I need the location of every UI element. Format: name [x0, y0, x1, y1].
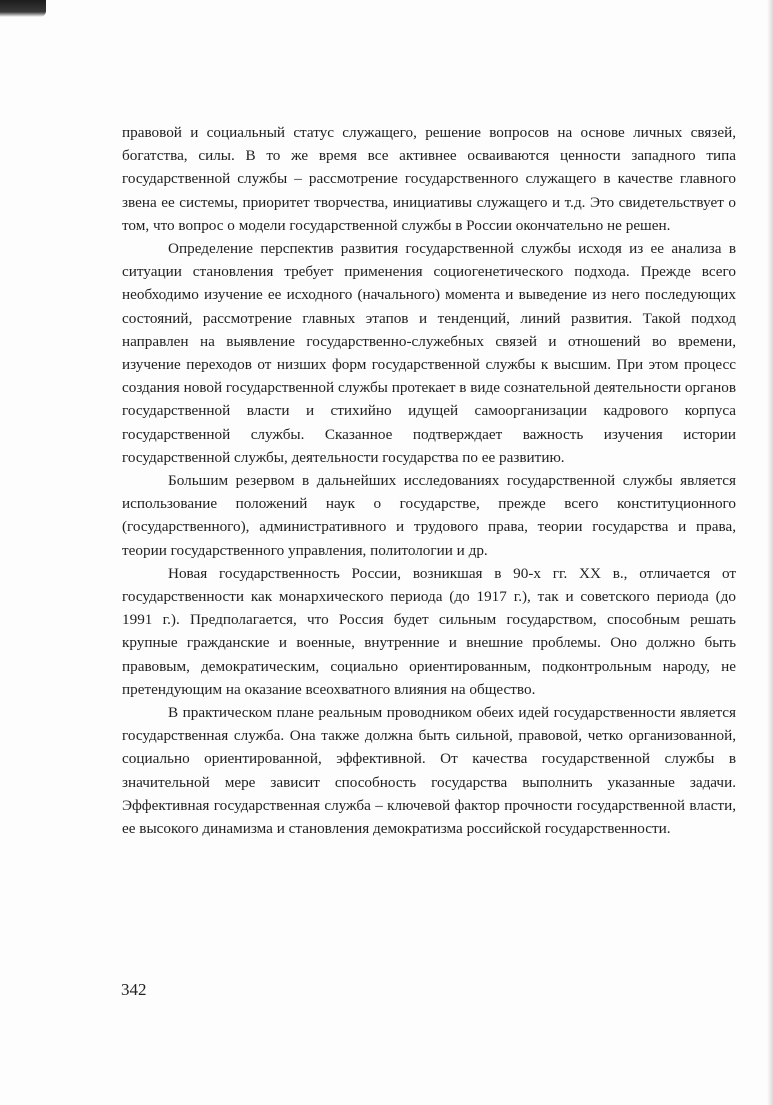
paragraph-4: Новая государственность России, возникшая в 90-х гг. XX в., отличается от государственности как монархического периода (до 1917 г.), так и советского периода (до 1991 г.). Предполагается, что Россия будет сильным государством, способным решать крупные гражданские и военные, внутренние и внешние проблемы. Оно должно быть правовым, демократическим, социально ориентированным, подконтрольным народу, не претендующим на оказание всеохватного влияния на общество.	[122, 564, 736, 698]
scan-edge-shadow	[767, 0, 773, 1105]
paragraph-1: правовой и социальный статус служащего, решение вопросов на основе личных связей, богатства, силы. В то же время все активнее осваиваются ценности западного типа государственной службы – рассмотрение государственного служащего в качестве главного звена ее системы, приоритет творчества, инициативы служащего и т.д. Это свидетельствует о том, что вопрос о модели государственной службы в России окончательно не решен.	[122, 124, 736, 234]
scan-corner-shadow	[0, 0, 46, 17]
paragraph-5: В практическом плане реальным проводником обеих идей государственности является государственная служба. Она также должна быть сильной, правовой, четко организованной, социально ориентированной, эффективной. От качества государственной службы в значительной мере зависит способность государства выполнить указанные задачи. Эффективная государственная служба – ключевой фактор прочности государственной власти, ее высокого динамизма и становления демократизма российской государственности.	[122, 704, 736, 838]
paragraph-3: Большим резервом в дальнейших исследованиях государственной службы является использование положений наук о государстве, прежде всего конституционного (государственного), административного и трудового права, теории государства и права, теории государственного управления, политологии и др.	[122, 472, 736, 559]
paragraph-2: Определение перспектив развития государственной службы исходя из ее анализа в ситуации становления требует применения социогенетического подхода. Прежде всего необходимо изучение ее исходного (начального) момента и выведение из него последующих состояний, рассмотрение главных этапов и тенденций, линий развития. Такой подход направлен на выявление государственно-служебных связей и отношений во времени, изучение переходов от низших форм государственной службы к высшим. При этом процесс создания новой государственной службы протекает в виде сознательной деятельности органов государственной власти и стихийно идущей самоорганизации кадрового корпуса государственной службы. Сказанное подтверждает важность изучения истории государственной службы, деятельности государства по ее развитию.	[122, 240, 736, 466]
page-number: 342	[121, 980, 147, 999]
body-text	[122, 121, 736, 840]
